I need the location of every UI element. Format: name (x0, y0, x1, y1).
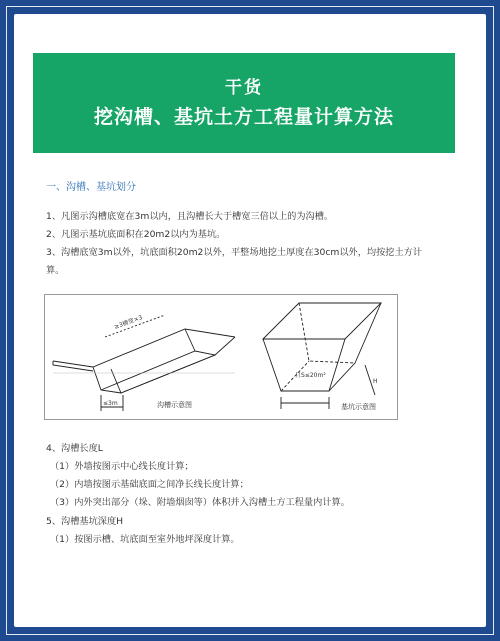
trench-length-label: ≥3槽宽×3 (113, 314, 144, 331)
banner-title-line1: 干货 (225, 78, 263, 98)
trench-top-edge (53, 329, 235, 367)
list-item: （3）内外突出部分（垛、附墙烟囱等）体积并入沟槽土方工程量内计算。 (50, 497, 350, 508)
trench-section (93, 367, 121, 393)
paragraph-line: 3、沟槽底宽3m以外，坑底面积20m2以外，平整场地挖土厚度在30cm以外，均按挖土方计 (46, 247, 423, 258)
trench-back-wall (185, 329, 195, 351)
list-item: （1）外墙按图示中心线长度计算； (50, 461, 194, 472)
pit-hidden-edges (299, 303, 355, 363)
list-item: （1）按图示槽、坑底面至室外地坪深度计算。 (50, 534, 240, 545)
title-banner (33, 53, 455, 153)
list-item: （2）内墙按图示基础底面之间净长线长度计算； (50, 479, 249, 490)
trench-caption: 沟槽示意图 (157, 401, 192, 409)
section-heading-1: 一、沟槽、基坑划分 (46, 182, 136, 193)
diagram-svg (45, 295, 397, 419)
pit-front-walls (263, 339, 345, 391)
pit-caption: 基坑示意图 (341, 403, 376, 411)
pit-area-label: 且S≤20m² (295, 372, 326, 379)
pit-top-outline (263, 303, 381, 339)
banner-title-line2: 挖沟槽、基坑土方工程量计算方法 (93, 106, 394, 128)
diagram-figure (44, 294, 398, 420)
pit-depth-label: H (373, 378, 378, 385)
trench-width-label: ≤3m (103, 400, 118, 407)
section-heading-5: 5、沟槽基坑深度H (46, 516, 124, 527)
section-heading-4: 4、沟槽长度L (46, 443, 103, 454)
paragraph-line: 算。 (46, 265, 65, 276)
trench-far-edge (121, 337, 235, 393)
paragraph-line: 2、凡图示基坑底面积在20m2以内为基坑。 (46, 229, 226, 240)
paragraph-line: 1、凡图示沟槽底宽在3m以内，且沟槽长大于槽宽三倍以上的为沟槽。 (46, 211, 334, 222)
